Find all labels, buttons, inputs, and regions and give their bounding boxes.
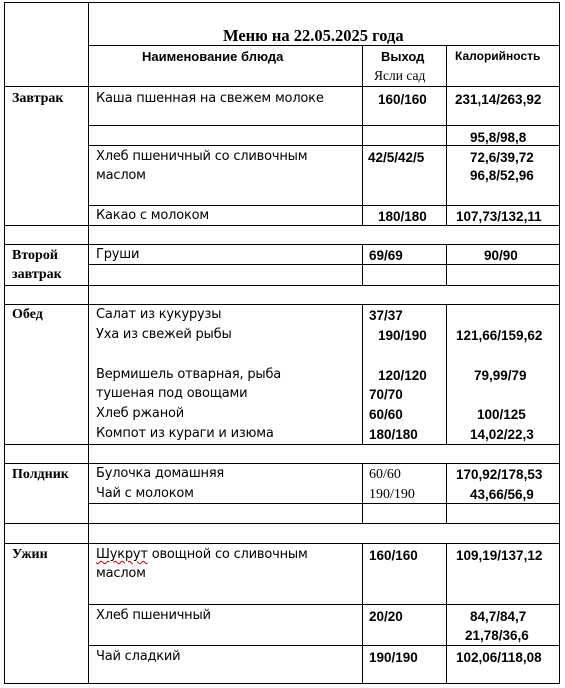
dish-calories: 231,14/263,92 xyxy=(455,92,542,107)
meal-dinner: Ужин xyxy=(12,547,48,562)
dish-output: 20/20 xyxy=(369,609,403,624)
meal-lunch: Обед xyxy=(12,307,43,322)
dish-calories: 21,78/36,6 xyxy=(465,628,529,643)
dish-calories: 107,73/132,11 xyxy=(456,209,542,224)
grid-line xyxy=(446,244,447,285)
dish-calories: 79,99/79 xyxy=(474,368,527,383)
grid-line xyxy=(4,2,5,684)
dish-name-cont: тушеная под овощами xyxy=(96,386,248,401)
dish-output: 37/37 xyxy=(369,308,403,323)
dish-name: Хлеб пшеничный xyxy=(96,608,211,623)
dish-calories: 121,66/159,62 xyxy=(456,328,543,343)
header-dish: Наименование блюда xyxy=(142,49,284,64)
grid-line xyxy=(88,2,89,684)
dish-name: Хлеб ржаной xyxy=(96,406,184,421)
dish-calories: 95,8/98,8 xyxy=(470,130,527,145)
grid-line xyxy=(446,45,447,225)
dish-calories: 14,02/22,3 xyxy=(470,427,534,442)
dish-name: Хлеб пшеничный со сливочным xyxy=(96,149,308,164)
grid-line xyxy=(362,244,363,285)
meal-second-breakfast-cont: завтрак xyxy=(12,267,62,282)
dish-calories: 84,7/84,7 xyxy=(470,609,527,624)
dish-name: Груши xyxy=(96,247,140,262)
dish-name: Какао с молоком xyxy=(96,208,210,223)
spelling-flagged-word: Шукрут xyxy=(96,547,148,562)
grid-line xyxy=(88,645,560,646)
grid-line xyxy=(446,543,447,684)
dish-name-cont: маслом xyxy=(96,168,146,183)
dish-output: 42/5/42/5 xyxy=(368,150,425,165)
grid-line xyxy=(362,45,363,225)
grid-line xyxy=(446,304,447,444)
dish-name: Компот из кураги и изюма xyxy=(96,426,274,441)
dish-output: 180/180 xyxy=(369,427,418,442)
dish-output: 69/69 xyxy=(369,248,403,263)
header-output: Выход xyxy=(381,49,425,64)
page-title: Меню на 22.05.2025 года xyxy=(223,26,404,45)
grid-line xyxy=(362,463,363,523)
dish-name: Салат из кукурузы xyxy=(96,307,222,322)
dish-output: 70/70 xyxy=(369,387,403,402)
dish-calories: 96,8/52,96 xyxy=(470,168,534,183)
dish-name: Уха из свежей рыбы xyxy=(96,327,232,342)
dish-output: 190/190 xyxy=(369,487,415,502)
dish-name-cont: маслом xyxy=(96,566,146,581)
dish-name: Вермишель отварная, рыба xyxy=(96,367,282,382)
dish-name: Чай с молоком xyxy=(96,486,194,501)
dish-name: Чай сладкий xyxy=(96,649,181,664)
dish-calories: 100/125 xyxy=(477,407,526,422)
grid-line xyxy=(446,463,447,523)
grid-line xyxy=(88,125,560,126)
grid-line xyxy=(88,45,560,46)
dish-calories: 72,6/39,72 xyxy=(470,150,534,165)
dish-calories: 102,06/118,08 xyxy=(456,650,542,665)
dish-name-rest: овощной со сливочным xyxy=(147,547,308,562)
dish-name xyxy=(96,545,308,564)
dish-output: 160/160 xyxy=(378,92,427,107)
header-calories: Калорийность xyxy=(455,49,541,63)
meal-snack: Полдник xyxy=(12,467,69,482)
grid-line xyxy=(559,2,560,684)
dish-output: 60/60 xyxy=(369,467,401,482)
grid-line xyxy=(362,304,363,444)
dish-calories: 170,92/178,53 xyxy=(456,467,543,482)
dish-name: Каша пшенная на свежем молоке xyxy=(96,91,324,106)
meal-second-breakfast: Второй xyxy=(12,248,58,263)
grid-line xyxy=(362,543,363,684)
dish-output: 180/180 xyxy=(378,209,427,224)
dish-output: 190/190 xyxy=(369,650,418,665)
dish-output: 60/60 xyxy=(369,407,403,422)
dish-output: 120/120 xyxy=(378,368,427,383)
dish-calories: 43,66/56,9 xyxy=(470,487,534,502)
grid-line xyxy=(88,604,560,605)
header-output-sub: Ясли сад xyxy=(374,68,426,83)
meal-breakfast: Завтрак xyxy=(12,91,64,106)
dish-output: 160/160 xyxy=(369,548,418,563)
dish-name: Булочка домашняя xyxy=(96,466,225,481)
dish-calories: 90/90 xyxy=(484,248,518,263)
dish-calories: 109,19/137,12 xyxy=(456,548,543,563)
dish-output: 190/190 xyxy=(378,328,427,343)
